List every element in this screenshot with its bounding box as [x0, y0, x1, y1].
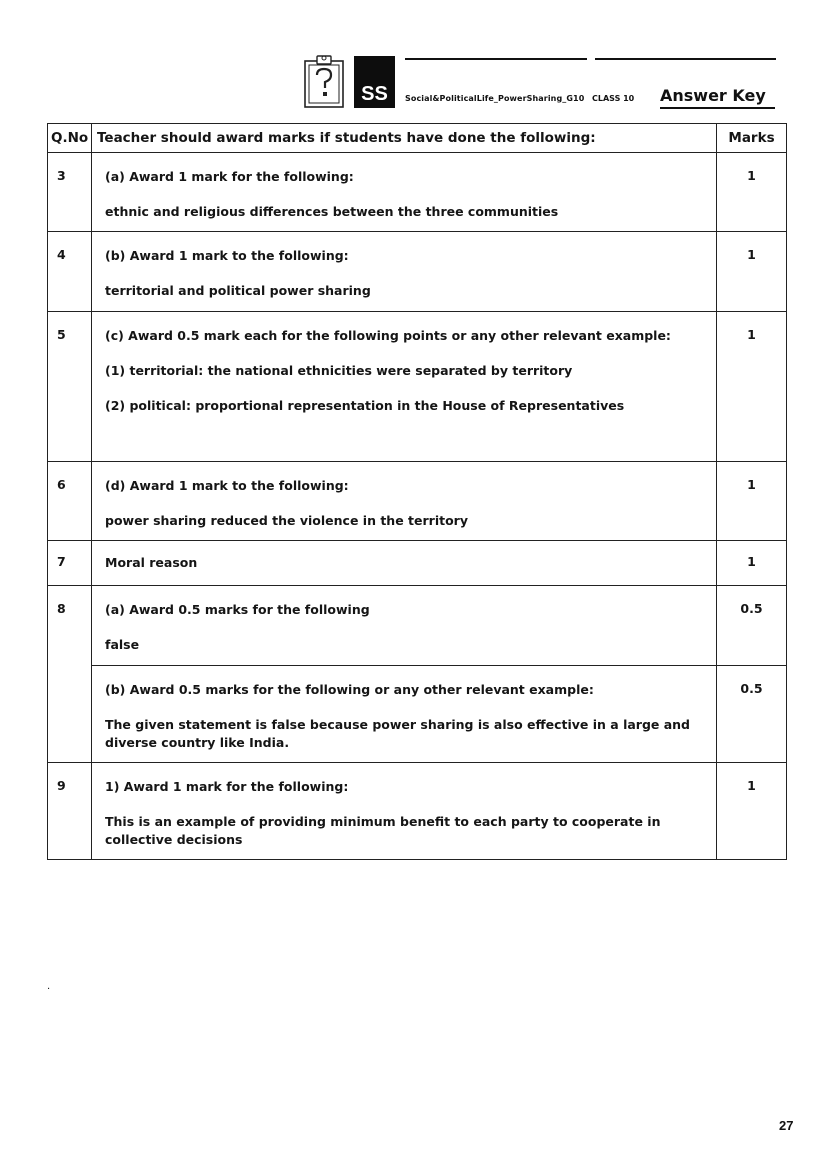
- marks-value: 1: [717, 153, 787, 232]
- question-number: 9: [48, 763, 92, 860]
- marks-value: 0.5: [717, 666, 787, 763]
- answer-line: (b) Award 1 mark to the following:: [105, 248, 349, 263]
- question-number: 5: [48, 312, 92, 462]
- title-underline: [660, 107, 775, 109]
- marks-value: 1: [717, 232, 787, 312]
- page-title: Answer Key: [660, 86, 766, 105]
- answer-line: (a) Award 1 mark for the following:: [105, 169, 354, 184]
- answer-cell: [92, 312, 717, 462]
- table-row: [48, 541, 787, 586]
- answer-line: (1) territorial: the national ethnicities were separated by territory: [105, 363, 573, 378]
- question-number: 3: [48, 153, 92, 232]
- table-row: [48, 312, 787, 462]
- answer-line: 1) Award 1 mark for the following:: [105, 779, 349, 794]
- table-header-row: [48, 124, 787, 153]
- answer-cell: [92, 763, 717, 860]
- table-row: [48, 462, 787, 541]
- header-description: Teacher should award marks if students have done the following:: [92, 124, 717, 153]
- answer-cell: [92, 541, 717, 586]
- answer-cell: [92, 153, 717, 232]
- class-label: CLASS 10: [592, 94, 635, 103]
- answer-line: (b) Award 0.5 marks for the following or any other relevant example:: [105, 682, 594, 697]
- page-number: 27: [779, 1118, 794, 1133]
- header-rule-left: [405, 58, 587, 60]
- answer-line: Moral reason: [105, 555, 198, 570]
- answer-line: power sharing reduced the violence in the territory: [105, 513, 468, 528]
- answer-cell: [92, 666, 717, 763]
- table-row: [48, 586, 787, 666]
- marks-value: 1: [717, 312, 787, 462]
- answer-cell: [92, 586, 717, 666]
- question-number: 8: [48, 586, 92, 763]
- answer-line: (c) Award 0.5 mark each for the following points or any other relevant example:: [105, 328, 671, 343]
- answer-line: ethnic and religious differences between the three communities: [105, 204, 559, 219]
- table-row: [48, 232, 787, 312]
- table-row: [48, 153, 787, 232]
- table-row: [48, 763, 787, 860]
- marks-value: 0.5: [717, 586, 787, 666]
- marks-value: 1: [717, 462, 787, 541]
- header-marks: Marks: [717, 124, 787, 153]
- question-number: 7: [48, 541, 92, 586]
- answer-line: false: [105, 637, 140, 652]
- answer-line: (d) Award 1 mark to the following:: [105, 478, 349, 493]
- header-qno: Q.No: [48, 124, 92, 153]
- subject-label: Social&PoliticalLife_PowerSharing_G10: [405, 94, 585, 103]
- header-rule-right: [595, 58, 776, 60]
- table-row: [48, 666, 787, 763]
- answer-line: territorial and political power sharing: [105, 283, 371, 298]
- marks-value: 1: [717, 763, 787, 860]
- answer-cell: [92, 462, 717, 541]
- marks-value: 1: [717, 541, 787, 586]
- question-number: 6: [48, 462, 92, 541]
- answer-cell: [92, 232, 717, 312]
- question-number: 4: [48, 232, 92, 312]
- clipboard-question-icon: [303, 53, 345, 109]
- answer-line: (2) political: proportional representation in the House of Representatives: [105, 398, 625, 413]
- answer-line: This is an example of providing minimum benefit to each party to cooperate in collective decisions: [105, 814, 661, 847]
- page-header: [0, 0, 827, 120]
- answer-line: (a) Award 0.5 marks for the following: [105, 602, 370, 617]
- stray-dot: .: [47, 981, 51, 992]
- answer-line: The given statement is false because power sharing is also effective in a large and diverse country like India.: [105, 717, 691, 750]
- subject-badge: SS: [354, 56, 395, 108]
- answer-key-table: [47, 123, 787, 860]
